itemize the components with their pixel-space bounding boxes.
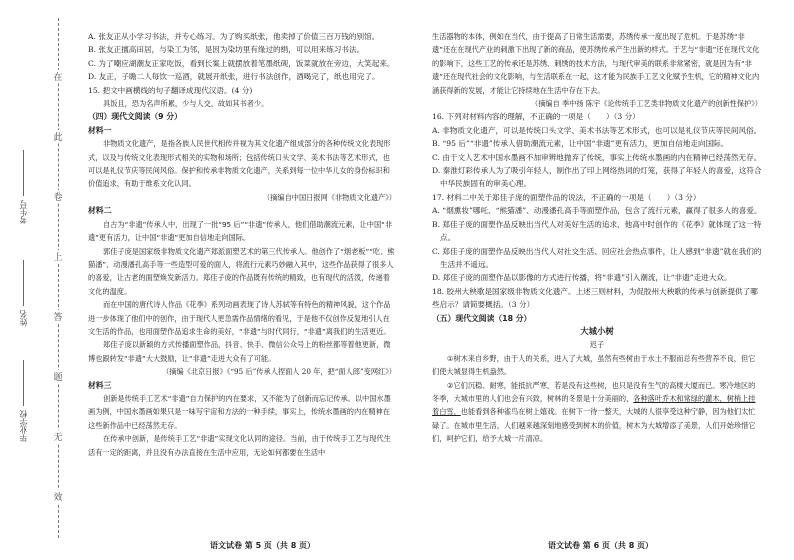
material-1-title: 材料一	[88, 125, 112, 135]
seal-char: 卷	[50, 190, 66, 203]
page-6	[432, 30, 762, 446]
question-18: 18. 胶州大秧歌是国家级非物质文化遗产。上述三则材料，为促胶州大秧歌的传承与创新提供了哪些启示？请简要概括。（3 分）	[432, 286, 758, 310]
seal-char: 效	[50, 490, 66, 503]
option-a: A. 张友正从小学习书法，并专心练习。为了购买纸张，他卖掉了价值三百万钱的别馆。	[88, 32, 380, 41]
seal-char: 此	[50, 130, 66, 143]
option-d: D. 友正，子瞻二人每饮一巡酒，就展开纸张，进行书法创作，酒喝完了，纸也用完了。	[88, 72, 380, 82]
story-paragraph-2	[432, 379, 762, 446]
q17-option-a: A. “烟熏妆”哪吒、“熊猫潘”、动漫潘孔高手等面塑作品，包含了流行元素，赢得了很多人的喜爱。	[432, 206, 762, 216]
material-2-paragraph: 郭佳子庞是国家级非物质文化遗产郑派面塑艺术的第三代传承人。他创作了“烟老板”“吃、熊猫潘”、动漫潘孔高手等一些造型可爱的面人，将流行元素巧妙融入其中，这些作品获得了很多人的喜爱，让古老的面塑焕发新活力。郑佳子庞的作品既有传统的精致，也有现代的活泼，传递着文化的温度。	[88, 246, 395, 296]
q15-sentence: 具饭且，恐为名声所累，少与人交，故如其书者少。	[103, 99, 269, 109]
material-1-source: （摘编自中国日报网《非物质文化遗产》）	[263, 192, 396, 202]
material-1-text: 非物质文化遗产，是指各族人民世代相传并视为其文化遗产组成部分的各种传统文化表现形式，以及与传统文化表现形式相关的实物和场所；包括传统口头文学、美术书法等艺术形式，也可以是礼仪节庆等民间风俗。保护和传承非物质文化遗产，关系到每一位中华儿女的身份标识和价值追求，有助于维系文化认同。	[88, 139, 391, 189]
field-label-exam-number: 考生号	[19, 200, 28, 224]
field-blank-school[interactable]	[23, 360, 24, 406]
seal-dashed-line	[58, 18, 59, 538]
material-2-title: 材料二	[88, 206, 112, 216]
story-author: 迟子	[589, 340, 605, 350]
question-15: 15. 把文中画横线的句子翻译成现代汉语。(4 分)	[88, 85, 253, 95]
page-5	[88, 30, 396, 459]
field-label-name: 姓名	[19, 310, 28, 326]
q16-option-c: C. 由于文人艺术中国水墨画不加审辨地抛弃了传统，事实上传统水墨画的内在精神已经荡然无存。	[432, 152, 762, 162]
option-c: C. 为了嘲应湖潮友正家吃饭，看到长案上就摆放着笔墨纸砚，饭菜就放在旁边，大笑起来。	[88, 58, 395, 68]
material-3-continued: 生活器物的本体，例如在当代，由于提高了日常生活需要，苏绣传承一度出现了危机。于是苏绣“非遗”还在在现代产业的刺激下出现了新的商品，使苏绣传承产生出新的样式。于艺与“非遗”还在现代文化的影响下，这些工艺的传承还是苏绣、刺绣的技术方法，与现代审美的联系非常紧密，就是因为有“非遗”还在现代社会的文化影响，与生活联系在一起，这才能为民族手工艺文化赋予生机，它的精神文化内涵获得新的发展，才能让它持续地在生活中存在下去。	[432, 32, 760, 95]
story-title: 大城小树	[580, 325, 614, 336]
q17-option-d: D. 郑佳子庞的面塑作品以影像的方式进行传播，将“非遗”引入潮流，让“非遗”走进大众。	[432, 273, 732, 283]
material-3-source: （摘编自 季中扬 陈宇《论传统手工艺类非物质文化遗产的创新性保护》）	[531, 99, 762, 109]
page-6-footer: 语文试卷 第 6 页（共 8 页）	[548, 541, 654, 550]
page-5-footer: 语文试卷 第 5 页（共 8 页）	[210, 541, 316, 550]
page-gutter	[416, 0, 417, 560]
q17-option-c: C. 郑佳子庞的面塑作品反映出当代人对社交生活、回应社会热点事件，让人感到“非遗”就在我们的生活并不遥远。	[432, 246, 762, 269]
q16-option-a: A. 非物质文化遗产，可以是传统口头文学、美术书法等艺术形式，也可以是礼仪节庆等民间风俗。	[432, 125, 762, 135]
material-3-paragraph: 创新是传统手工艺术“非遗”自力保护的内在要求，又不能为了创新而忘记传承。以中国水墨画为例，中国水墨画如果只是一味写宇宙和方法的一种手续，事实上，传统水墨画的内在精神在这些新作品中已经荡然无存。	[88, 393, 391, 430]
question-17: 17. 材料二中关于郑佳子庞的面塑作品的说法，不正确的一项是（ ）（3 分）	[432, 192, 701, 202]
story-paragraph-1: ①树木来自乡野，由于人的关系，进入了大城，虽然有些树由于水土不服而总有些营养不良，但它们使大城显得生机盎然。	[432, 353, 756, 377]
seal-char: 题	[50, 370, 66, 383]
material-3-paragraph: 在传承中创新，是传统手工艺“非遗”实现文化认同的途径。当前，由于传统手工艺与现代生活有一定的距离，并且没有办法直接在生活中应用，无论如何都要在生活中	[88, 434, 391, 457]
field-label-school: 毕业学校	[19, 410, 28, 442]
material-2-source: （摘编《北京日报》《“95 后”传承人捏面人 20 年，把“面人郎”变网红》）	[162, 367, 396, 377]
field-blank-exam-number[interactable]	[23, 150, 24, 196]
seal-char: 答	[50, 310, 66, 323]
story-underlined-sentence: 各种落叶乔木和常绿的灌木，树梢上挂着白雪，	[432, 393, 756, 417]
option-b: B. 张友正擅高田居，与染工为邻，是因为染坊里有缘过的绢，可以用来练习书法。	[88, 45, 365, 55]
material-2-paragraph: 郑佳子庞以新颖的方式传播面塑作品，抖音、快手、微信公众号上的粉丝都等着他更新，微博也跟转发“非遗”大大鼓励，让“非遗”走进大众有了可能。	[88, 340, 391, 363]
binding-margin	[0, 0, 62, 560]
seal-char: 上	[50, 250, 66, 263]
material-2-paragraph: 而在中国的唐代诗人作品《花季》系列动画表现了诗人苏轼等有特色的精神风貌，这个作品进一步体现了他们中的创作，由于现代人更急需作品情绪的看见，于是他不仅创作反复地引人在文生活的作品，也用面塑作品追求生命的美好，“非遗”与时代同行，“非遗”离我们的生活更近。	[88, 300, 391, 336]
seal-char: 在	[50, 70, 66, 83]
field-blank-name[interactable]	[23, 260, 24, 306]
story-p2-text: 也能看到各种雀鸟在树上嬉戏。在树下一待一整天，大城的人很享受这种宁静，因为他们太忙碌了。在城市里生活，人们越来越深刻地感受到树木的价值，树木为大城增添了美景，人们开始珍惜它们，呵护它们，给予大城一片清凉。	[432, 407, 756, 444]
q16-option-b: B. “95 后”“非遗”传承人借助潮流元素，让中国“非遗”更有活力，更加自信地走向国际。	[432, 139, 729, 149]
material-2-paragraph: 自古为“非遗”传承人中，出现了一批“95 后”“非遗”传承人，他们借助潮流元素，让中国“非遗”更有活力，让中国“非遗”更加自信地走向国际。	[88, 219, 393, 243]
seal-char: 无	[50, 430, 66, 443]
story-p2-text: ②它们沉稳、耐寒，能抵抗严寒，若是没有这些树，也只是没有生气的高楼大厦而已。寒冷地区的冬季，大城市里的人们也会有兴致，树林的冬景是十分美丽的，	[432, 380, 756, 403]
material-3-title: 材料三	[88, 380, 112, 390]
section-4-heading: （四）现代文阅读（9 分）	[88, 112, 182, 122]
section-5-heading: （五）现代文阅读（18 分）	[432, 313, 532, 323]
q17-option-b: B. 郑佳子庞的面塑作品反映出当代人对美好生活的追求，他高中时创作的《花季》就体现了这一特点。	[432, 219, 762, 243]
q16-option-d: D. 秦淮灯彩传承人为了吸引年轻人，制作出了印上网络热词的灯笼，获得了年轻人的喜爱，这符合中华民族固有的审美心理。	[432, 166, 762, 189]
question-16: 16. 下列对材料内容的理解，不正确的一项是（ ）（3 分）	[432, 112, 640, 122]
